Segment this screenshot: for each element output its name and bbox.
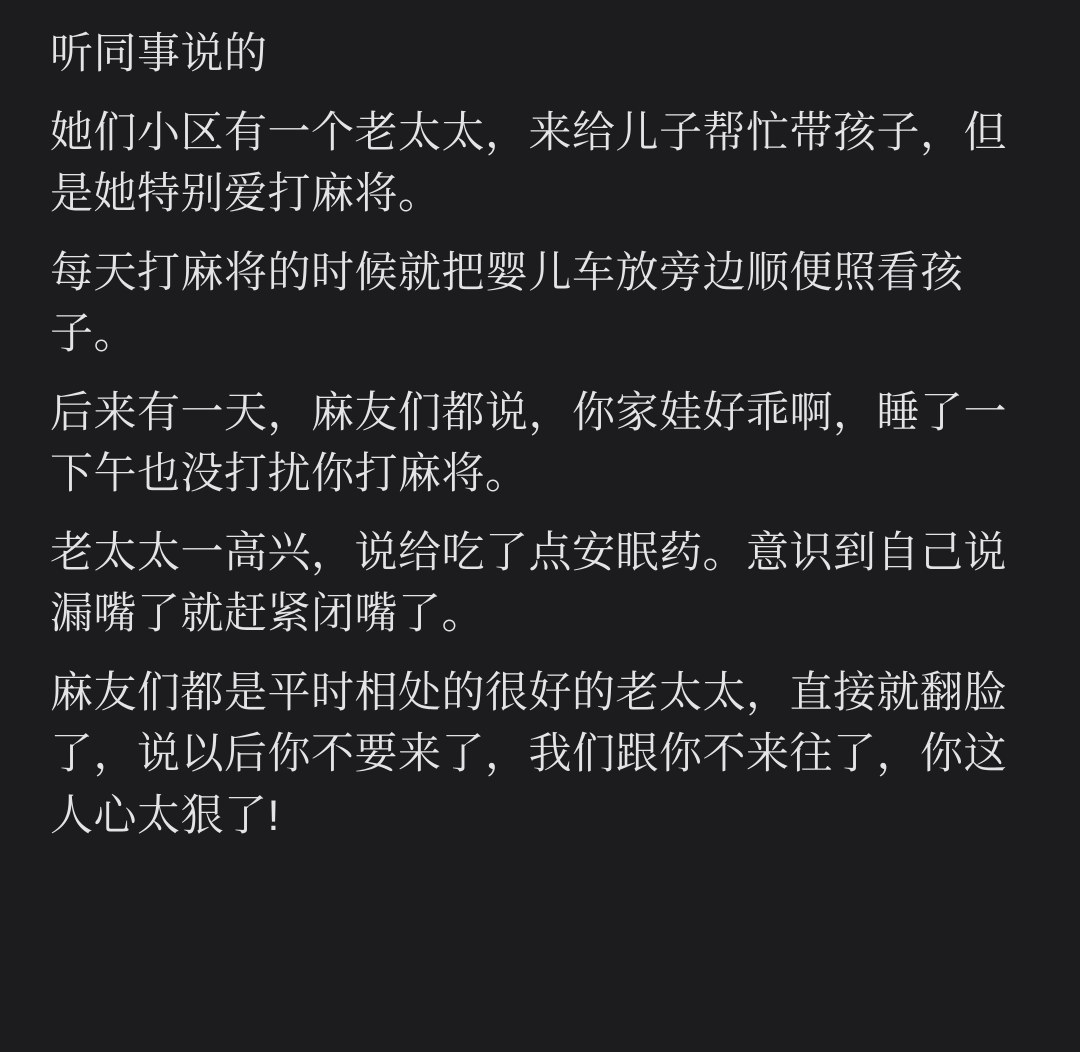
paragraph-3: 每天打麻将的时候就把婴儿车放旁边顺便照看孩子。: [50, 249, 964, 359]
paragraph-5: 老太太一高兴，说给吃了点安眠药。意识到自己说漏嘴了就赶紧闭嘴了。: [50, 529, 1007, 639]
paragraph-4: 后来有一天，麻友们都说，你家娃好乖啊，睡了一下午也没打扰你打麻将。: [50, 389, 1007, 499]
paragraph-2: 她们小区有一个老太太，来给儿子帮忙带孩子，但是她特别爱打麻将。: [50, 109, 1007, 219]
paragraph-1: 听同事说的: [50, 30, 268, 78]
paragraph-6: 麻友们都是平时相处的很好的老太太，直接就翻脸了，说以后你不要来了，我们跟你不来往了，你这人心太狠了!: [50, 669, 1007, 840]
